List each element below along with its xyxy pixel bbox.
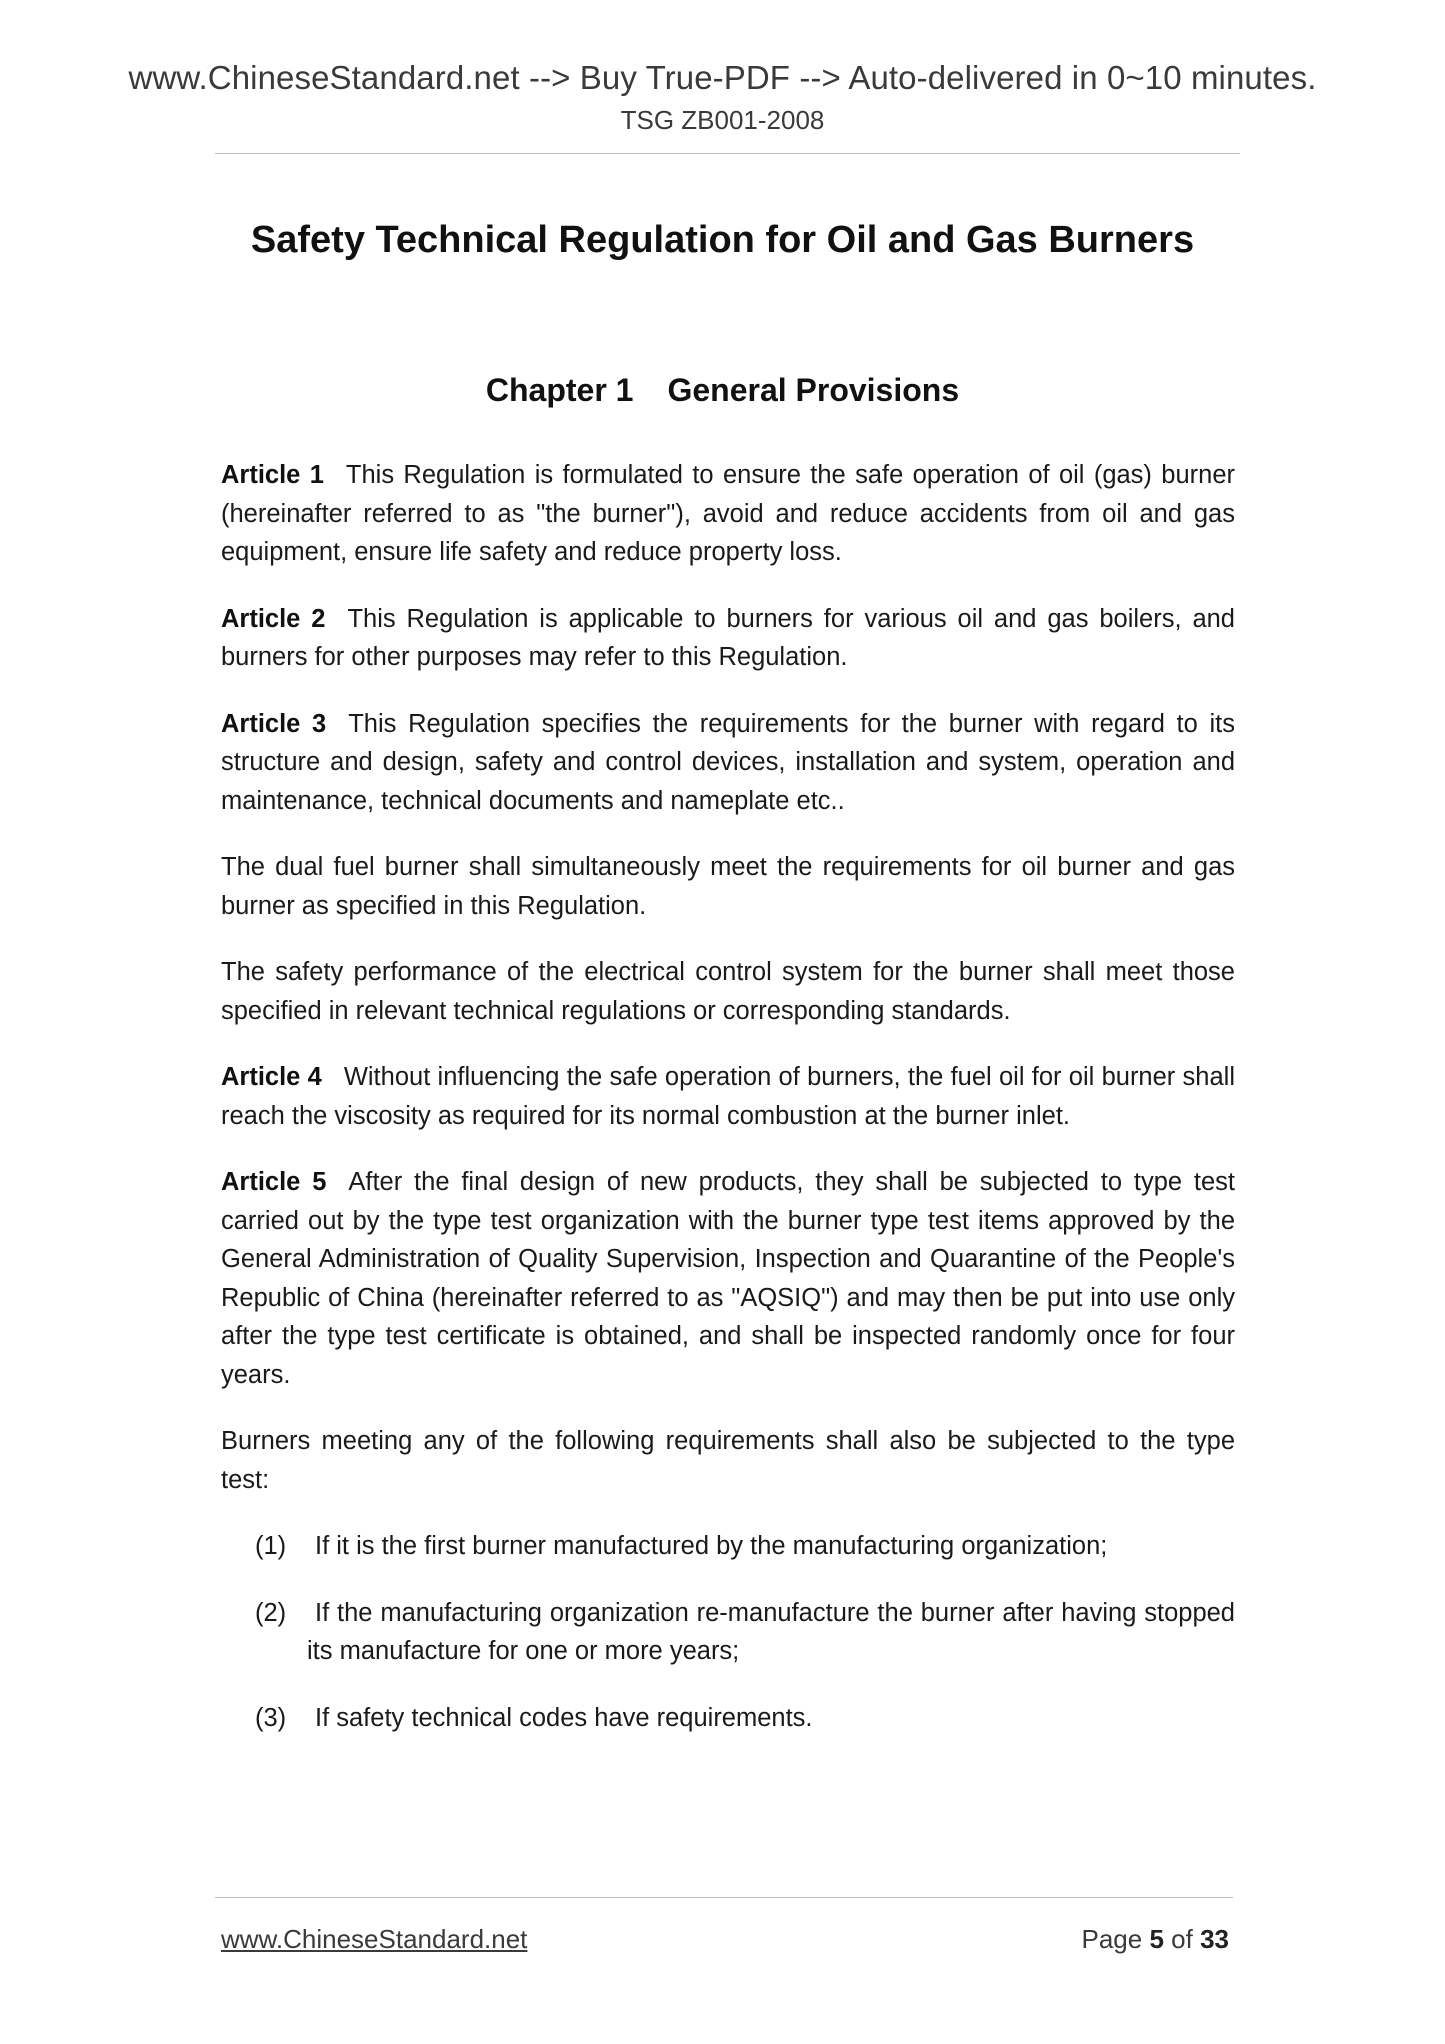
article-4-paragraph bbox=[221, 1058, 1235, 1135]
paragraph-text: This Regulation is formulated to ensure the safe operation of oil (gas) burner (hereinafter referred to as "the burner"), avoid and reduce accidents from oil and gas equipment, ensure life safety and reduce property loss. bbox=[221, 461, 1235, 566]
article-label: Article 4 bbox=[221, 1063, 322, 1091]
page-footer bbox=[221, 1921, 1229, 1957]
list-item-number: (1) bbox=[255, 1532, 287, 1560]
header-standard-code: TSG ZB001-2008 bbox=[620, 105, 825, 135]
electrical-control-paragraph bbox=[221, 953, 1235, 1030]
article-3-paragraph bbox=[221, 705, 1235, 821]
chapter-heading bbox=[0, 368, 1445, 412]
list-item bbox=[221, 1594, 1235, 1671]
list-item-text: If it is the first burner manufactured by the manufacturing organization; bbox=[315, 1532, 1108, 1560]
dual-fuel-paragraph bbox=[221, 848, 1235, 925]
requirements-list bbox=[221, 1527, 1235, 1737]
header-banner: www.ChineseStandard.net --> Buy True-PDF --> Auto-delivered in 0~10 minutes. bbox=[128, 59, 1317, 96]
article-label: Article 5 bbox=[221, 1168, 327, 1196]
paragraph-text: This Regulation is applicable to burners for various oil and gas boilers, and burners for other purposes may refer to this Regulation. bbox=[221, 604, 1235, 671]
list-item-text: If safety technical codes have requirements. bbox=[315, 1703, 813, 1732]
page-header bbox=[0, 58, 1445, 140]
page-number bbox=[1081, 1921, 1229, 1957]
footer-divider bbox=[215, 1897, 1233, 1898]
list-item-text: If the manufacturing organization re-manufacture the burner after having stopped its manufacture for one or more years; bbox=[307, 1598, 1235, 1665]
page-total: 33 bbox=[1200, 1924, 1229, 1954]
article-1-paragraph bbox=[221, 456, 1235, 572]
list-item-number: (2) bbox=[255, 1598, 287, 1627]
article-2-paragraph bbox=[221, 600, 1235, 677]
paragraph-text: This Regulation specifies the requirements for the burner with regard to its structure and design, safety and control devices, installation and system, operation and maintenance, technical documents and nameplate etc.. bbox=[221, 709, 1235, 815]
type-test-intro-paragraph bbox=[221, 1422, 1235, 1499]
paragraph-text: After the final design of new products, they shall be subjected to type test carried out by the type test organization with the burner type test items approved by the General Administration of Quality Supervision, Inspection and Quarantine of the People's Republic of China (hereinafter referred to as "AQSIQ") and may then be put into use only after the type test certificate is obtained, and shall be inspected randomly once for four years. bbox=[221, 1168, 1235, 1389]
list-item-number: (3) bbox=[255, 1703, 287, 1732]
footer-website-link[interactable]: www.ChineseStandard.net bbox=[221, 1924, 528, 1954]
page-of: of bbox=[1171, 1924, 1193, 1954]
paragraph-text: Without influencing the safe operation of burners, the fuel oil for oil burner shall reach the viscosity as required for its normal combustion at the burner inlet. bbox=[221, 1063, 1236, 1130]
chapter-name: General Provisions bbox=[667, 372, 960, 408]
paragraph-text: The dual fuel burner shall simultaneously meet the requirements for oil burner and gas burner as specified in this Regulation. bbox=[221, 853, 1235, 920]
list-item bbox=[221, 1527, 1235, 1566]
article-label: Article 2 bbox=[221, 604, 326, 633]
paragraph-text: The safety performance of the electrical control system for the burner shall meet those specified in relevant technical regulations or corresponding standards. bbox=[221, 958, 1235, 1025]
article-label: Article 1 bbox=[221, 461, 324, 489]
list-item bbox=[221, 1699, 1235, 1738]
document-title: Safety Technical Regulation for Oil and Gas Burners bbox=[250, 219, 1195, 261]
document-body bbox=[221, 456, 1235, 1765]
header-divider bbox=[215, 153, 1240, 154]
paragraph-text: Burners meeting any of the following requirements shall also be subjected to the type test: bbox=[221, 1427, 1235, 1494]
article-label: Article 3 bbox=[221, 709, 327, 738]
article-5-paragraph bbox=[221, 1163, 1235, 1394]
page-prefix: Page bbox=[1081, 1924, 1143, 1954]
page-current: 5 bbox=[1149, 1924, 1164, 1954]
chapter-number: Chapter 1 bbox=[485, 372, 634, 408]
